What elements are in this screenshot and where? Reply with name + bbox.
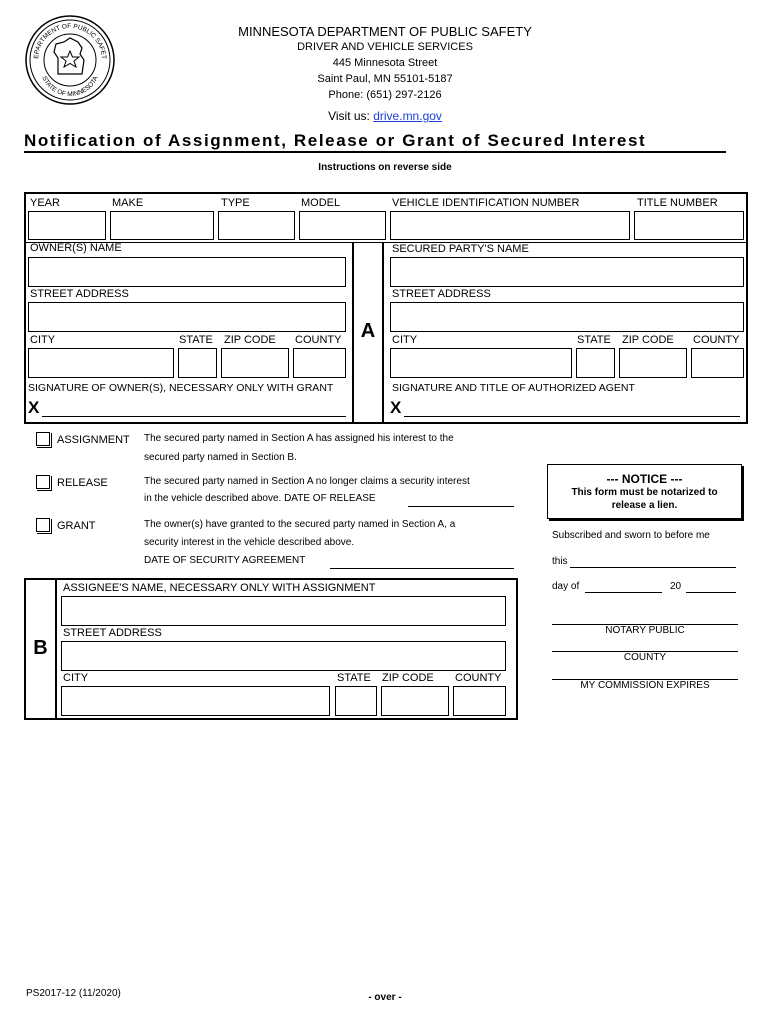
owner-street-field[interactable] [28, 302, 346, 332]
model-field[interactable] [299, 211, 386, 240]
division-name: DRIVER AND VEHICLE SERVICES [297, 41, 473, 53]
assignee-street-field[interactable] [61, 641, 506, 671]
seal-bottom-text: STATE OF MINNESOTA [40, 75, 100, 99]
assignee-name-label: ASSIGNEE'S NAME, NECESSARY ONLY WITH ASSIGNMENT [63, 582, 376, 594]
owner-city-label: CITY [30, 334, 56, 346]
notary-county-label: COUNTY [623, 652, 667, 663]
visit-link[interactable]: drive.mn.gov [373, 109, 442, 123]
title-underline [24, 151, 726, 153]
over-indicator: - over - [368, 992, 402, 1003]
assignee-state-field[interactable] [335, 686, 377, 716]
owner-city-field[interactable] [28, 348, 174, 378]
form-number: PS2017-12 (11/2020) [26, 988, 121, 999]
release-text-2: in the vehicle described above. DATE OF RELEASE [144, 493, 376, 504]
secured-zip-field[interactable] [619, 348, 687, 378]
this-label: this [552, 556, 568, 567]
owner-zip-field[interactable] [221, 348, 289, 378]
notice-line-2: release a lien. [611, 500, 678, 511]
vin-field[interactable] [390, 211, 630, 240]
assignee-county-label: COUNTY [455, 672, 502, 684]
secured-zip-label: ZIP CODE [622, 334, 674, 346]
secured-signature-x: X [390, 398, 402, 417]
year-label: YEAR [30, 197, 60, 209]
model-label: MODEL [301, 197, 341, 209]
title-number-label: TITLE NUMBER [637, 197, 718, 209]
secured-county-label: COUNTY [693, 334, 740, 346]
dept-street: 445 Minnesota Street [332, 57, 438, 69]
owner-state-label: STATE [179, 334, 213, 346]
secured-street-field[interactable] [390, 302, 744, 332]
title-number-field[interactable] [634, 211, 744, 240]
owner-county-field[interactable] [293, 348, 346, 378]
year-line[interactable] [686, 592, 736, 593]
notice-line-1: This form must be notarized to [571, 487, 718, 498]
year-prefix: 20 [670, 581, 682, 592]
grant-text-2: security interest in the vehicle described above. [144, 537, 355, 548]
this-line[interactable] [570, 567, 736, 568]
secured-state-field[interactable] [576, 348, 615, 378]
secured-street-label: STREET ADDRESS [392, 288, 491, 300]
owner-county-label: COUNTY [295, 334, 342, 346]
notary-public-label: NOTARY PUBLIC [605, 625, 685, 636]
section-b-letter: B [33, 637, 48, 659]
dept-name: MINNESOTA DEPARTMENT OF PUBLIC SAFETY [238, 24, 532, 39]
release-checkbox[interactable] [36, 475, 50, 489]
year-field[interactable] [28, 211, 106, 240]
assignee-county-field[interactable] [453, 686, 506, 716]
dept-phone: Phone: (651) 297-2126 [328, 89, 442, 101]
owner-signature-line[interactable] [42, 416, 346, 417]
owner-name-field[interactable] [28, 257, 346, 287]
owner-state-field[interactable] [178, 348, 217, 378]
secured-state-label: STATE [577, 334, 611, 346]
grant-label: GRANT [57, 520, 96, 532]
notice-title: --- NOTICE --- [606, 472, 683, 486]
assignee-city-label: CITY [63, 672, 89, 684]
owner-street-label: STREET ADDRESS [30, 288, 129, 300]
owner-signature-label: SIGNATURE OF OWNER(S), NECESSARY ONLY WITH GRANT [28, 382, 334, 394]
section-a-letter: A [360, 320, 376, 342]
owner-name-label: OWNER(S) NAME [30, 242, 122, 254]
assignee-state-label: STATE [337, 672, 371, 684]
security-date-line[interactable] [330, 568, 514, 569]
assignee-street-label: STREET ADDRESS [63, 627, 162, 639]
type-label: TYPE [221, 197, 250, 209]
divider [26, 242, 746, 243]
day-of-line[interactable] [585, 592, 662, 593]
secured-signature-label: SIGNATURE AND TITLE OF AUTHORIZED AGENT [392, 382, 635, 394]
secured-city-field[interactable] [390, 348, 572, 378]
visit-prefix: Visit us: [328, 109, 374, 123]
visit-line [0, 109, 770, 123]
secured-name-field[interactable] [390, 257, 744, 287]
type-field[interactable] [218, 211, 295, 240]
seal-top-text: EPARTMENT OF PUBLIC SAFET [32, 22, 108, 60]
assignment-checkbox[interactable] [36, 432, 50, 446]
assignment-text-1: The secured party named in Section A has assigned his interest to the [144, 433, 454, 444]
grant-text-1: The owner(s) have granted to the secured party named in Section A, a [144, 519, 456, 530]
day-of-label: day of [552, 581, 580, 592]
dept-city: Saint Paul, MN 55101-5187 [317, 73, 453, 85]
assignee-zip-label: ZIP CODE [382, 672, 434, 684]
assignee-name-field[interactable] [61, 596, 506, 626]
assignment-label: ASSIGNMENT [57, 434, 130, 446]
vin-label: VEHICLE IDENTIFICATION NUMBER [392, 197, 580, 209]
grant-checkbox[interactable] [36, 518, 50, 532]
instructions-note: Instructions on reverse side [318, 162, 452, 173]
subscribed-text: Subscribed and sworn to before me [552, 530, 710, 541]
make-label: MAKE [112, 197, 144, 209]
release-label: RELEASE [57, 477, 108, 489]
assignee-zip-field[interactable] [381, 686, 449, 716]
commission-label: MY COMMISSION EXPIRES [580, 680, 710, 691]
grant-text-3: DATE OF SECURITY AGREEMENT [144, 555, 306, 566]
owner-zip-label: ZIP CODE [224, 334, 276, 346]
make-field[interactable] [110, 211, 214, 240]
secured-county-field[interactable] [691, 348, 744, 378]
release-text-1: The secured party named in Section A no longer claims a security interest [144, 476, 470, 487]
owner-signature-x: X [28, 398, 40, 417]
secured-city-label: CITY [392, 334, 418, 346]
release-date-line[interactable] [408, 506, 514, 507]
form-title: Notification of Assignment, Release or Grant of Secured Interest [24, 131, 647, 150]
secured-signature-line[interactable] [404, 416, 740, 417]
assignment-text-2: secured party named in Section B. [144, 452, 297, 463]
secured-name-label: SECURED PARTY'S NAME [392, 243, 529, 255]
assignee-city-field[interactable] [61, 686, 330, 716]
